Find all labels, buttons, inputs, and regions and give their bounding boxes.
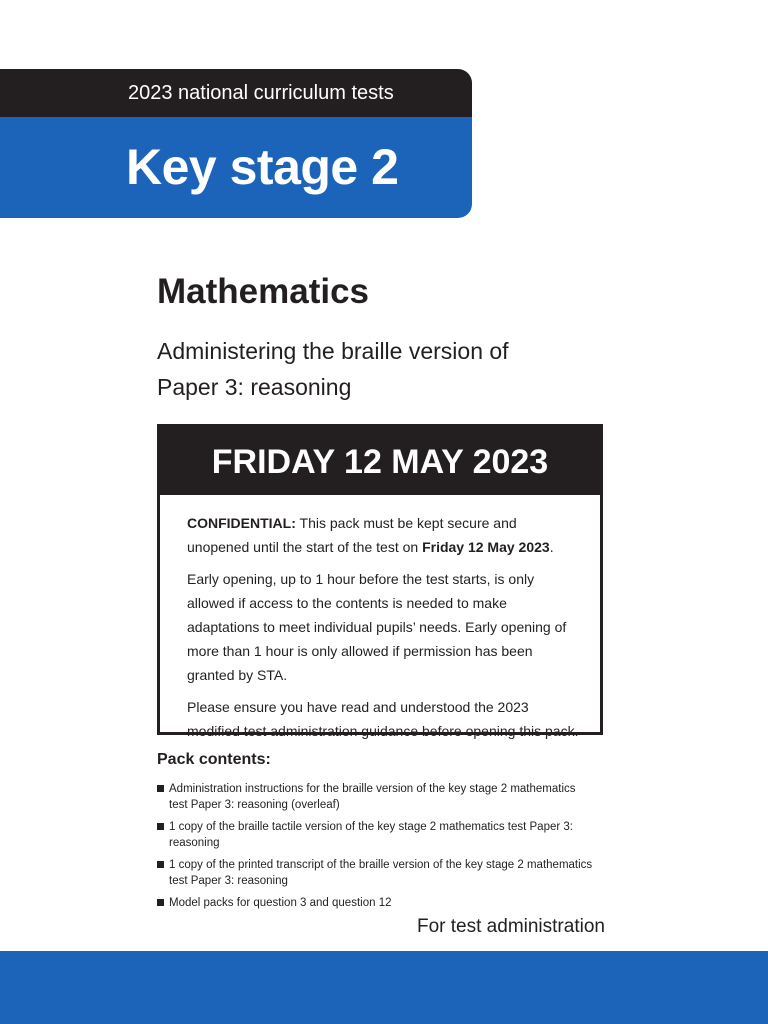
confidential-date: Friday 12 May 2023 [422,539,550,555]
confidential-end: . [549,539,554,555]
series-title: 2023 national curriculum tests [0,69,472,117]
early-opening-paragraph: Early opening, up to 1 hour before the test starts, is only allowed if access to the contents is needed to make adaptations to meet individual pupils’ needs. Early opening of more than 1 hour is only allowed if permission has been granted by STA. [187,571,567,683]
confidential-notice [160,495,600,743]
test-date-box [157,424,603,739]
subtitle-line-2: Paper 3: reasoning [157,374,352,400]
test-date: FRIDAY 12 MAY 2023 [160,427,600,495]
subtitle-line-1: Administering the braille version of [157,338,509,364]
footer-band [0,951,768,1024]
guidance-paragraph: Please ensure you have read and understood the 2023 modified test administration guidance before opening this pack. [187,699,579,739]
pack-contents-list [157,781,597,917]
key-stage-title: Key stage 2 [0,117,472,218]
header-banner [0,69,472,218]
for-test-administration-label: For test administration [417,916,605,937]
pack-contents-title: Pack contents: [157,751,271,768]
confidential-paragraph [187,511,580,559]
subject-title: Mathematics [157,272,370,311]
confidential-label: CONFIDENTIAL: [187,515,296,531]
paper-subtitle [157,333,597,405]
confidential-text: This pack must be kept secure and unopened until the start of the test on [187,515,517,555]
list-item: 1 copy of the printed transcript of the braille version of the key stage 2 mathematics test Paper 3: reasoning [157,857,597,889]
list-item: 1 copy of the braille tactile version of the key stage 2 mathematics test Paper 3: reasoning [157,819,597,851]
list-item: Administration instructions for the braille version of the key stage 2 mathematics test Paper 3: reasoning (overleaf) [157,781,597,813]
list-item: Model packs for question 3 and question 12 [157,895,597,911]
